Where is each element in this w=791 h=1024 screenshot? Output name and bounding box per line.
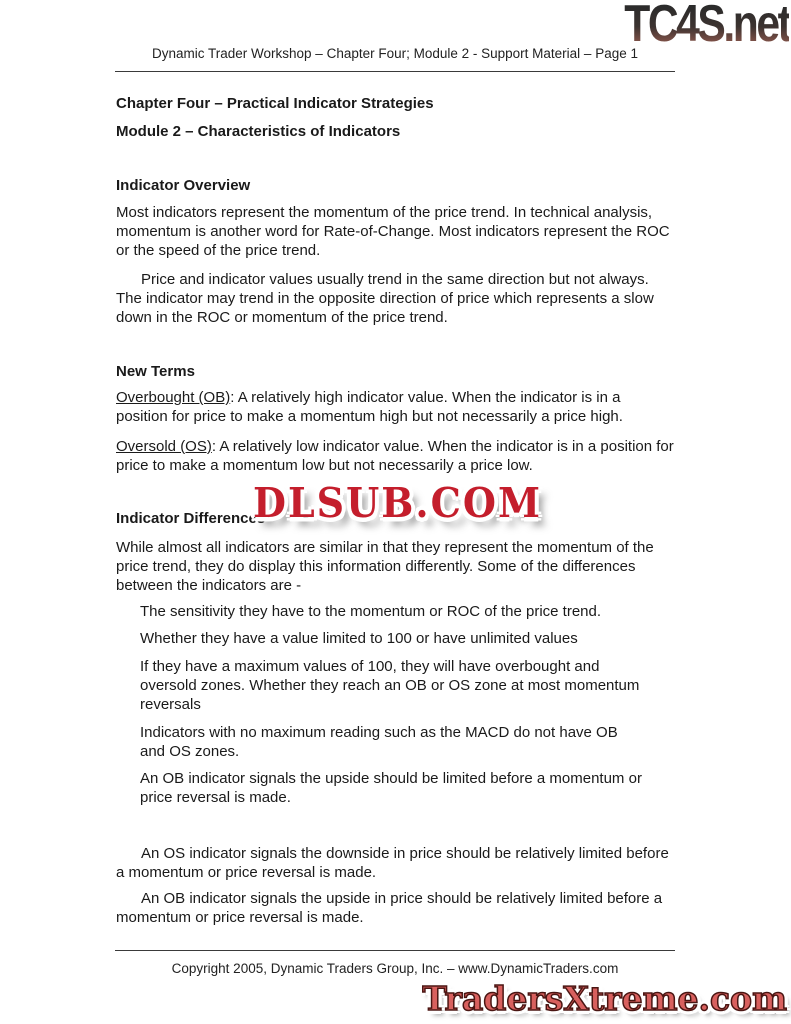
tradersxtreme-watermark-logo: TradersXtreme.com bbox=[422, 979, 787, 1018]
overview-paragraph-2: Price and indicator values usually trend in the same direction but not always. The indicator may trend in the opposite direction of price which represents a slow down in the ROC or momentum of the price trend. bbox=[116, 271, 654, 326]
oversold-term-label: Oversold (OS) bbox=[116, 438, 212, 455]
footer-divider bbox=[115, 950, 675, 951]
new-terms-heading: New Terms bbox=[116, 363, 195, 380]
oversold-term-text: : A relatively low indicator value. When the indicator is in a position for price to make a momentum low but not necessarily a price low. bbox=[116, 438, 674, 474]
difference-item-5: An OB indicator signals the upside should be limited before a momentum or price reversal is made. bbox=[140, 770, 642, 806]
differences-heading: Indicator Differences bbox=[116, 510, 266, 527]
difference-item-3: If they have a maximum values of 100, they will have overbought and oversold zones. Whether they reach an OB or OS zone at most momentum reversals bbox=[140, 658, 640, 713]
difference-item-2: Whether they have a value limited to 100 or have unlimited values bbox=[140, 630, 578, 647]
oversold-definition bbox=[116, 437, 676, 475]
overbought-definition bbox=[116, 388, 676, 426]
overbought-term-text: : A relatively high indicator value. When the indicator is in a position for price to make a momentum high but not necessarily a price high. bbox=[116, 389, 623, 425]
overview-paragraph-1: Most indicators represent the momentum of the price trend. In technical analysis, momentum is another word for Rate-of-Change. Most indicators represent the ROC or the speed of the price trend. bbox=[116, 204, 670, 259]
differences-intro: While almost all indicators are similar in that they represent the momentum of the price trend, they do display this information differently. Some of the differences between the indicators are - bbox=[116, 539, 654, 594]
oversold-signal-paragraph: An OS indicator signals the downside in price should be relatively limited before a momentum or price reversal is made. bbox=[116, 845, 669, 881]
overbought-term-label: Overbought (OB) bbox=[116, 389, 231, 406]
overbought-signal-paragraph: An OB indicator signals the upside in price should be relatively limited before a momentum or price reversal is made. bbox=[116, 890, 663, 926]
overview-heading: Indicator Overview bbox=[116, 177, 251, 194]
copyright-text: Copyright 2005, Dynamic Traders Group, Inc. – www.DynamicTraders.com bbox=[171, 961, 619, 976]
dlsub-watermark-logo: DLSUB.COM bbox=[253, 478, 543, 527]
module-title: Module 2 – Characteristics of Indicators bbox=[116, 123, 401, 140]
tc4s-watermark-logo: TC4S.net bbox=[623, 0, 789, 53]
difference-item-1: The sensitivity they have to the momentum or ROC of the price trend. bbox=[140, 603, 602, 620]
chapter-title: Chapter Four – Practical Indicator Strategies bbox=[116, 95, 434, 112]
difference-item-4: Indicators with no maximum reading such as the MACD do not have OB and OS zones. bbox=[140, 724, 618, 760]
header-divider bbox=[115, 71, 675, 72]
page-header-title: Dynamic Trader Workshop – Chapter Four; Module 2 - Support Material – Page 1 bbox=[152, 46, 638, 61]
